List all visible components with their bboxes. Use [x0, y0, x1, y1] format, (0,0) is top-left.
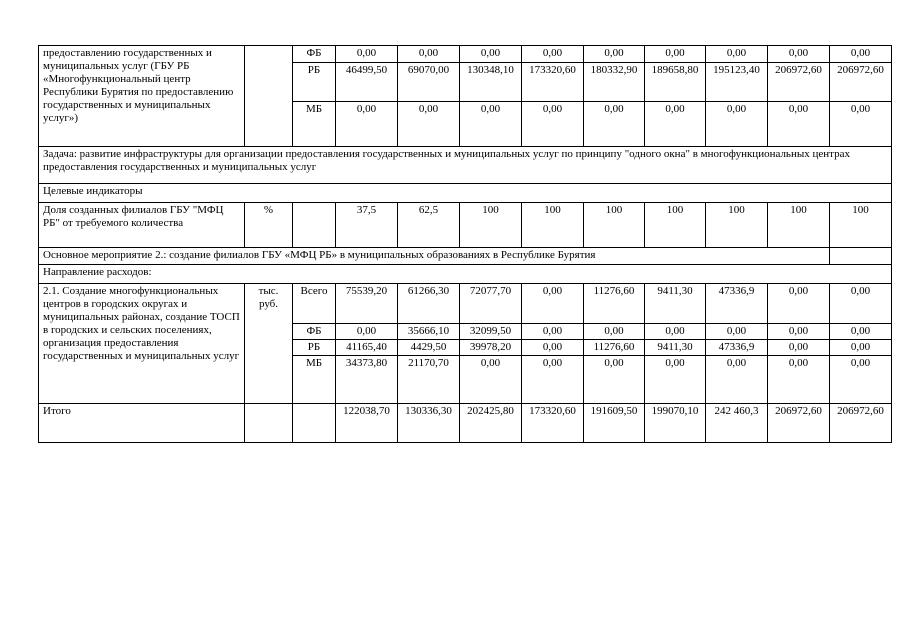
unit-cell — [245, 46, 293, 147]
value-cell: 47336,9 — [706, 340, 768, 356]
source-cell: МБ — [293, 356, 336, 404]
value-cell: 100 — [830, 203, 892, 248]
indicator-label: Доля созданных филиалов ГБУ "МФЦ РБ" от требуемого количества — [39, 203, 245, 248]
value-cell: 0,00 — [830, 102, 892, 147]
value-cell: 11276,60 — [584, 340, 645, 356]
value-cell: 11276,60 — [584, 284, 645, 324]
value-cell: 47336,9 — [706, 284, 768, 324]
value-cell: 72077,70 — [460, 284, 522, 324]
value-cell: 189658,80 — [645, 63, 706, 102]
unit-cell: % — [245, 203, 293, 248]
total-value-cell: 191609,50 — [584, 404, 645, 443]
value-cell: 0,00 — [768, 46, 830, 63]
total-label: Итого — [39, 404, 245, 443]
value-cell: 0,00 — [522, 46, 584, 63]
value-cell: 0,00 — [768, 284, 830, 324]
value-cell: 34373,80 — [336, 356, 398, 404]
value-cell: 0,00 — [460, 356, 522, 404]
value-cell: 0,00 — [522, 356, 584, 404]
value-cell: 0,00 — [830, 356, 892, 404]
value-cell: 0,00 — [460, 46, 522, 63]
value-cell: 100 — [706, 203, 768, 248]
value-cell: 0,00 — [768, 102, 830, 147]
row-label: 2.1. Создание многофункциональных центров в городских округах и муниципальных районах, создание ТОСП в городских и сельских поселениях, организация предоставления государственных и муниципальных услуг — [39, 284, 245, 404]
value-cell: 62,5 — [398, 203, 460, 248]
row-label: предоставлению государственных и муниципальных услуг (ГБУ РБ «Многофункциональный центр Республики Бурятия по предоставлению государственных и муниципальных услуг») — [39, 46, 245, 147]
total-value-cell: 199070,10 — [645, 404, 706, 443]
value-cell: 41165,40 — [336, 340, 398, 356]
value-cell: 0,00 — [706, 356, 768, 404]
value-cell: 100 — [584, 203, 645, 248]
value-cell: 21170,70 — [398, 356, 460, 404]
value-cell: 39978,20 — [460, 340, 522, 356]
value-cell: 0,00 — [706, 46, 768, 63]
value-cell: 0,00 — [645, 356, 706, 404]
value-cell: 37,5 — [336, 203, 398, 248]
total-value-cell: 206972,60 — [768, 404, 830, 443]
value-cell: 9411,30 — [645, 284, 706, 324]
value-cell: 0,00 — [830, 284, 892, 324]
value-cell: 0,00 — [398, 102, 460, 147]
value-cell: 0,00 — [336, 324, 398, 340]
value-cell: 0,00 — [645, 102, 706, 147]
value-cell: 0,00 — [460, 102, 522, 147]
total-value-cell: 242 460,3 — [706, 404, 768, 443]
value-cell: 173320,60 — [522, 63, 584, 102]
value-cell: 180332,90 — [584, 63, 645, 102]
table-row — [39, 284, 892, 324]
table-row — [39, 248, 892, 265]
table-row — [39, 147, 892, 184]
source-cell: РБ — [293, 63, 336, 102]
value-cell: 61266,30 — [398, 284, 460, 324]
value-cell: 0,00 — [645, 46, 706, 63]
budget-table — [38, 45, 892, 443]
value-cell: 69070,00 — [398, 63, 460, 102]
value-cell: 0,00 — [768, 340, 830, 356]
value-cell: 0,00 — [830, 46, 892, 63]
value-cell: 100 — [768, 203, 830, 248]
value-cell: 0,00 — [522, 340, 584, 356]
value-cell: 0,00 — [768, 356, 830, 404]
value-cell: 0,00 — [522, 102, 584, 147]
total-value-cell: 130336,30 — [398, 404, 460, 443]
source-cell — [293, 203, 336, 248]
table-row — [39, 404, 892, 443]
source-cell — [293, 404, 336, 443]
empty-cell — [830, 248, 892, 265]
measure-row: Основное мероприятие 2.: создание филиалов ГБУ «МФЦ РБ» в муниципальных образованиях в Республике Бурятия — [39, 248, 830, 265]
value-cell: 100 — [522, 203, 584, 248]
source-cell: Всего — [293, 284, 336, 324]
value-cell: 9411,30 — [645, 340, 706, 356]
total-value-cell: 202425,80 — [460, 404, 522, 443]
value-cell: 0,00 — [706, 102, 768, 147]
value-cell: 206972,60 — [768, 63, 830, 102]
value-cell: 0,00 — [645, 324, 706, 340]
unit-cell — [245, 404, 293, 443]
value-cell: 35666,10 — [398, 324, 460, 340]
value-cell: 4429,50 — [398, 340, 460, 356]
value-cell: 100 — [645, 203, 706, 248]
indicators-header: Целевые индикаторы — [39, 184, 892, 203]
total-value-cell: 122038,70 — [336, 404, 398, 443]
value-cell: 0,00 — [522, 284, 584, 324]
value-cell: 195123,40 — [706, 63, 768, 102]
source-cell: РБ — [293, 340, 336, 356]
source-cell: МБ — [293, 102, 336, 147]
total-value-cell: 206972,60 — [830, 404, 892, 443]
value-cell: 0,00 — [336, 102, 398, 147]
table-row — [39, 265, 892, 284]
source-cell: ФБ — [293, 324, 336, 340]
unit-cell: тыс. руб. — [245, 284, 293, 404]
source-cell: ФБ — [293, 46, 336, 63]
total-value-cell: 173320,60 — [522, 404, 584, 443]
direction-row: Направление расходов: — [39, 265, 892, 284]
table-row — [39, 46, 892, 63]
table-row — [39, 184, 892, 203]
value-cell: 0,00 — [830, 324, 892, 340]
value-cell: 0,00 — [768, 324, 830, 340]
value-cell: 46499,50 — [336, 63, 398, 102]
value-cell: 0,00 — [830, 340, 892, 356]
value-cell: 0,00 — [584, 356, 645, 404]
value-cell: 100 — [460, 203, 522, 248]
value-cell: 206972,60 — [830, 63, 892, 102]
value-cell: 0,00 — [336, 46, 398, 63]
value-cell: 0,00 — [584, 324, 645, 340]
value-cell: 75539,20 — [336, 284, 398, 324]
value-cell: 0,00 — [584, 46, 645, 63]
value-cell: 0,00 — [584, 102, 645, 147]
value-cell: 130348,10 — [460, 63, 522, 102]
table-row — [39, 203, 892, 248]
task-row: Задача: развитие инфраструктуры для организации предоставления государственных и муниципальных услуг по принципу "одного окна" в многофункциональных центрах предоставления государственных и муниципальных услуг — [39, 147, 892, 184]
value-cell: 32099,50 — [460, 324, 522, 340]
value-cell: 0,00 — [398, 46, 460, 63]
value-cell: 0,00 — [522, 324, 584, 340]
value-cell: 0,00 — [706, 324, 768, 340]
